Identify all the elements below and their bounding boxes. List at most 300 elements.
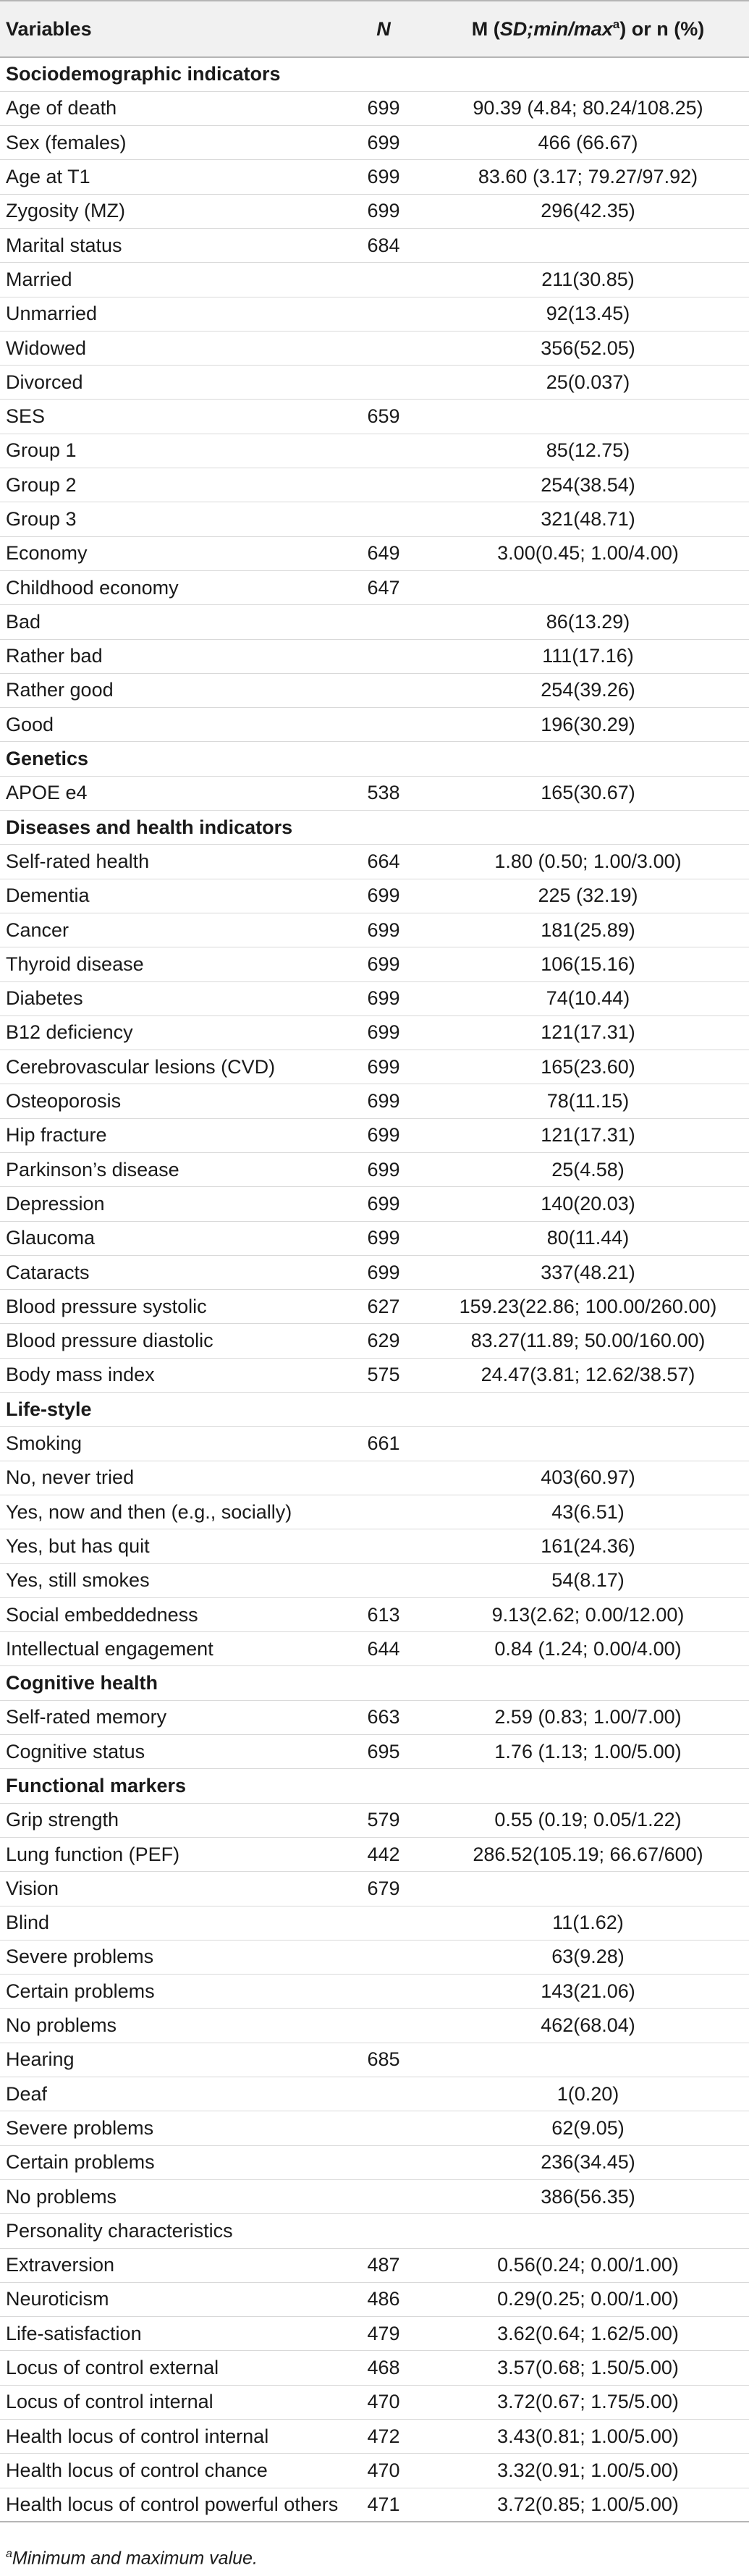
- table-body: [0, 57, 749, 2522]
- variable-cell: Smoking: [0, 1427, 340, 1461]
- table-row: [0, 1940, 749, 1974]
- table-row: [0, 297, 749, 331]
- variable-cell: Thyroid disease: [0, 947, 340, 981]
- value-cell: 80(11.44): [427, 1221, 749, 1255]
- table-row: [0, 502, 749, 536]
- value-cell: 78(11.15): [427, 1084, 749, 1118]
- value-cell: [427, 742, 749, 776]
- n-cell: 661: [340, 1427, 427, 1461]
- value-cell: 140(20.03): [427, 1187, 749, 1221]
- variable-cell: Blind: [0, 1906, 340, 1940]
- value-cell: 3.57(0.68; 1.50/5.00): [427, 2351, 749, 2385]
- table-row: [0, 1118, 749, 1152]
- variable-cell: Age at T1: [0, 160, 340, 194]
- value-cell: 236(34.45): [427, 2145, 749, 2179]
- n-cell: 699: [340, 126, 427, 160]
- n-cell: [340, 1495, 427, 1529]
- table-row: [0, 639, 749, 673]
- variable-cell: Lung function (PEF): [0, 1837, 340, 1871]
- value-cell: 111(17.16): [427, 639, 749, 673]
- value-cell: 386(56.35): [427, 2179, 749, 2213]
- n-cell: [340, 366, 427, 400]
- table-row: [0, 2077, 749, 2111]
- value-cell: 3.43(0.81; 1.00/5.00): [427, 2419, 749, 2453]
- n-cell: 699: [340, 947, 427, 981]
- value-cell: 466 (66.67): [427, 126, 749, 160]
- n-cell: 663: [340, 1700, 427, 1734]
- table-row: [0, 1529, 749, 1563]
- variable-cell: Personality characteristics: [0, 2214, 340, 2248]
- variable-cell: Bad: [0, 605, 340, 639]
- variable-cell: Married: [0, 263, 340, 297]
- n-cell: [340, 57, 427, 91]
- variable-cell: Sex (females): [0, 126, 340, 160]
- variable-cell: Grip strength: [0, 1803, 340, 1837]
- table-row: [0, 913, 749, 947]
- table-row: [0, 1324, 749, 1358]
- value-cell: 54(8.17): [427, 1563, 749, 1597]
- header-m-prefix: M (: [471, 18, 500, 40]
- section-row: [0, 57, 749, 91]
- table-row: [0, 2317, 749, 2351]
- section-row: [0, 1393, 749, 1427]
- value-cell: 24.47(3.81; 12.62/38.57): [427, 1358, 749, 1392]
- table-row: [0, 2043, 749, 2077]
- n-cell: [340, 811, 427, 845]
- value-cell: 90.39 (4.84; 80.24/108.25): [427, 91, 749, 125]
- value-cell: 83.27(11.89; 50.00/160.00): [427, 1324, 749, 1358]
- table-row: [0, 331, 749, 365]
- variable-cell: Widowed: [0, 331, 340, 365]
- table-row: [0, 1906, 749, 1940]
- value-cell: 181(25.89): [427, 913, 749, 947]
- variable-cell: Diabetes: [0, 981, 340, 1015]
- value-cell: [427, 228, 749, 262]
- value-cell: 403(60.97): [427, 1461, 749, 1495]
- table-row: [0, 160, 749, 194]
- n-cell: [340, 2179, 427, 2213]
- variable-cell: Vision: [0, 1872, 340, 1906]
- value-cell: 9.13(2.62; 0.00/12.00): [427, 1597, 749, 1631]
- n-cell: [340, 1461, 427, 1495]
- variable-cell: Rather bad: [0, 639, 340, 673]
- n-cell: 486: [340, 2282, 427, 2316]
- table-row: [0, 536, 749, 570]
- n-cell: [340, 1940, 427, 1974]
- n-cell: 538: [340, 776, 427, 810]
- value-cell: 211(30.85): [427, 263, 749, 297]
- n-cell: 679: [340, 1872, 427, 1906]
- header-row: [0, 1, 749, 57]
- value-cell: [427, 1872, 749, 1906]
- value-cell: 0.55 (0.19; 0.05/1.22): [427, 1803, 749, 1837]
- n-cell: 699: [340, 879, 427, 913]
- n-cell: 699: [340, 1153, 427, 1187]
- n-cell: 699: [340, 1050, 427, 1084]
- n-cell: 699: [340, 1015, 427, 1050]
- value-cell: 3.72(0.85; 1.00/5.00): [427, 2488, 749, 2522]
- table-row: [0, 1563, 749, 1597]
- variable-cell: Group 2: [0, 468, 340, 502]
- variable-cell: Glaucoma: [0, 1221, 340, 1255]
- n-cell: [340, 742, 427, 776]
- section-row: [0, 811, 749, 845]
- variable-cell: Severe problems: [0, 2111, 340, 2145]
- value-cell: 121(17.31): [427, 1118, 749, 1152]
- variable-cell: Yes, still smokes: [0, 1563, 340, 1597]
- table-row: [0, 1632, 749, 1666]
- n-cell: [340, 297, 427, 331]
- value-cell: 196(30.29): [427, 708, 749, 742]
- n-cell: 472: [340, 2419, 427, 2453]
- table-row: [0, 468, 749, 502]
- value-cell: 356(52.05): [427, 331, 749, 365]
- header-variables: Variables: [0, 1, 340, 57]
- n-cell: 684: [340, 228, 427, 262]
- n-cell: 695: [340, 1735, 427, 1769]
- variable-cell: Functional markers: [0, 1769, 340, 1803]
- value-cell: 92(13.45): [427, 297, 749, 331]
- table-row: [0, 2351, 749, 2385]
- value-cell: [427, 2214, 749, 2248]
- value-cell: 165(23.60): [427, 1050, 749, 1084]
- table-row: [0, 91, 749, 125]
- value-cell: 121(17.31): [427, 1015, 749, 1050]
- variable-cell: Osteoporosis: [0, 1084, 340, 1118]
- section-row: [0, 742, 749, 776]
- variable-cell: Extraversion: [0, 2248, 340, 2282]
- n-cell: 699: [340, 981, 427, 1015]
- variable-cell: No, never tried: [0, 1461, 340, 1495]
- value-cell: 3.62(0.64; 1.62/5.00): [427, 2317, 749, 2351]
- value-cell: 25(4.58): [427, 1153, 749, 1187]
- n-cell: 664: [340, 845, 427, 879]
- table-row: [0, 1461, 749, 1495]
- variable-cell: Group 3: [0, 502, 340, 536]
- n-cell: 468: [340, 2351, 427, 2385]
- n-cell: [340, 2214, 427, 2248]
- variable-cell: Good: [0, 708, 340, 742]
- table-row: [0, 2009, 749, 2043]
- variable-cell: Yes, now and then (e.g., socially): [0, 1495, 340, 1529]
- n-cell: [340, 1666, 427, 1700]
- footnote-marker: a: [6, 2548, 12, 2560]
- value-cell: 83.60 (3.17; 79.27/97.92): [427, 160, 749, 194]
- value-cell: 62(9.05): [427, 2111, 749, 2145]
- value-cell: 25(0.037): [427, 366, 749, 400]
- variable-cell: Rather good: [0, 673, 340, 707]
- value-cell: 3.72(0.67; 1.75/5.00): [427, 2385, 749, 2419]
- table-row: [0, 708, 749, 742]
- variable-cell: Cancer: [0, 913, 340, 947]
- table-row: [0, 2488, 749, 2522]
- table-row: [0, 1700, 749, 1734]
- value-cell: 106(15.16): [427, 947, 749, 981]
- n-cell: [340, 434, 427, 468]
- table-row: [0, 2385, 749, 2419]
- value-cell: 462(68.04): [427, 2009, 749, 2043]
- value-cell: [427, 1666, 749, 1700]
- header-n: N: [340, 1, 427, 57]
- table-row: [0, 2282, 749, 2316]
- n-cell: 442: [340, 1837, 427, 1871]
- n-cell: [340, 263, 427, 297]
- value-cell: [427, 2043, 749, 2077]
- n-cell: [340, 1906, 427, 1940]
- variable-cell: Blood pressure diastolic: [0, 1324, 340, 1358]
- n-cell: 699: [340, 1187, 427, 1221]
- n-cell: [340, 1529, 427, 1563]
- table-row: [0, 845, 749, 879]
- table-row: [0, 2111, 749, 2145]
- header-m-sup: a: [612, 17, 620, 31]
- table-row: [0, 1597, 749, 1631]
- n-cell: [340, 1563, 427, 1597]
- variable-cell: Genetics: [0, 742, 340, 776]
- value-cell: 1.80 (0.50; 1.00/3.00): [427, 845, 749, 879]
- value-cell: 159.23(22.86; 100.00/260.00): [427, 1290, 749, 1324]
- value-cell: 0.56(0.24; 0.00/1.00): [427, 2248, 749, 2282]
- table-row: [0, 947, 749, 981]
- header-m-suffix: ) or n (%): [619, 18, 705, 40]
- table-row: [0, 1050, 749, 1084]
- footnote: [6, 2548, 258, 2569]
- footnote-text: Minimum and maximum value.: [12, 2548, 258, 2569]
- value-cell: [427, 57, 749, 91]
- table-row: [0, 2179, 749, 2213]
- variable-cell: Depression: [0, 1187, 340, 1221]
- variable-cell: Severe problems: [0, 1940, 340, 1974]
- n-cell: [340, 708, 427, 742]
- n-cell: 685: [340, 2043, 427, 2077]
- value-cell: 63(9.28): [427, 1940, 749, 1974]
- table-row: [0, 2248, 749, 2282]
- value-cell: 254(38.54): [427, 468, 749, 502]
- n-cell: 629: [340, 1324, 427, 1358]
- value-cell: [427, 400, 749, 434]
- variable-cell: Yes, but has quit: [0, 1529, 340, 1563]
- value-cell: [427, 570, 749, 604]
- value-cell: [427, 1769, 749, 1803]
- variable-cell: Childhood economy: [0, 570, 340, 604]
- n-cell: [340, 639, 427, 673]
- variable-cell: Locus of control internal: [0, 2385, 340, 2419]
- table-row: [0, 228, 749, 262]
- table-row: [0, 1872, 749, 1906]
- n-cell: 579: [340, 1803, 427, 1837]
- table-row: [0, 1495, 749, 1529]
- n-cell: [340, 1975, 427, 2009]
- n-cell: [340, 502, 427, 536]
- n-cell: 470: [340, 2385, 427, 2419]
- value-cell: 296(42.35): [427, 194, 749, 228]
- value-cell: 43(6.51): [427, 1495, 749, 1529]
- n-cell: 479: [340, 2317, 427, 2351]
- value-cell: 11(1.62): [427, 1906, 749, 1940]
- variable-cell: Life-satisfaction: [0, 2317, 340, 2351]
- variable-cell: No problems: [0, 2179, 340, 2213]
- value-cell: 74(10.44): [427, 981, 749, 1015]
- variable-cell: Sociodemographic indicators: [0, 57, 340, 91]
- variable-cell: Marital status: [0, 228, 340, 262]
- variable-cell: Body mass index: [0, 1358, 340, 1392]
- table-row: [0, 2419, 749, 2453]
- n-cell: 659: [340, 400, 427, 434]
- n-cell: [340, 673, 427, 707]
- variable-cell: Divorced: [0, 366, 340, 400]
- variable-cell: Cerebrovascular lesions (CVD): [0, 1050, 340, 1084]
- variable-cell: Health locus of control chance: [0, 2454, 340, 2488]
- n-cell: [340, 1769, 427, 1803]
- table-row: [0, 263, 749, 297]
- table-row: [0, 2145, 749, 2179]
- table-row: [0, 1837, 749, 1871]
- variable-cell: Cognitive health: [0, 1666, 340, 1700]
- variable-cell: Health locus of control powerful others: [0, 2488, 340, 2522]
- table-row: [0, 673, 749, 707]
- n-cell: [340, 2077, 427, 2111]
- table-row: [0, 1975, 749, 2009]
- n-cell: [340, 605, 427, 639]
- value-cell: 225 (32.19): [427, 879, 749, 913]
- n-cell: [340, 2009, 427, 2043]
- table-row: [0, 1153, 749, 1187]
- table-row: [0, 1015, 749, 1050]
- n-cell: 649: [340, 536, 427, 570]
- variable-cell: Group 1: [0, 434, 340, 468]
- variable-cell: Dementia: [0, 879, 340, 913]
- variable-cell: Cataracts: [0, 1255, 340, 1289]
- header-m-sd: SD;min/max: [499, 18, 613, 40]
- variable-cell: Intellectual engagement: [0, 1632, 340, 1666]
- value-cell: 1(0.20): [427, 2077, 749, 2111]
- variable-cell: Age of death: [0, 91, 340, 125]
- n-cell: 699: [340, 194, 427, 228]
- n-cell: 470: [340, 2454, 427, 2488]
- n-cell: 627: [340, 1290, 427, 1324]
- n-cell: [340, 2145, 427, 2179]
- table-row: [0, 570, 749, 604]
- table-row: [0, 1427, 749, 1461]
- table-row: [0, 1221, 749, 1255]
- table-row: [0, 776, 749, 810]
- variable-cell: Social embeddedness: [0, 1597, 340, 1631]
- table-row: [0, 434, 749, 468]
- table-row: [0, 981, 749, 1015]
- value-cell: 161(24.36): [427, 1529, 749, 1563]
- variable-cell: Unmarried: [0, 297, 340, 331]
- n-cell: [340, 2111, 427, 2145]
- value-cell: 0.29(0.25; 0.00/1.00): [427, 2282, 749, 2316]
- table-row: [0, 366, 749, 400]
- variable-cell: Self-rated memory: [0, 1700, 340, 1734]
- table-row: [0, 400, 749, 434]
- table-row: [0, 2454, 749, 2488]
- variable-cell: Certain problems: [0, 1975, 340, 2009]
- table-row: [0, 126, 749, 160]
- value-cell: [427, 811, 749, 845]
- value-cell: 86(13.29): [427, 605, 749, 639]
- variable-cell: Neuroticism: [0, 2282, 340, 2316]
- n-cell: 699: [340, 1221, 427, 1255]
- n-cell: 575: [340, 1358, 427, 1392]
- n-cell: 699: [340, 91, 427, 125]
- variable-cell: Zygosity (MZ): [0, 194, 340, 228]
- n-cell: [340, 468, 427, 502]
- table-row: [0, 1255, 749, 1289]
- table-row: [0, 1187, 749, 1221]
- n-cell: 487: [340, 2248, 427, 2282]
- variable-cell: Diseases and health indicators: [0, 811, 340, 845]
- n-cell: 699: [340, 1255, 427, 1289]
- value-cell: 165(30.67): [427, 776, 749, 810]
- value-cell: [427, 1427, 749, 1461]
- n-cell: 647: [340, 570, 427, 604]
- variable-cell: Deaf: [0, 2077, 340, 2111]
- table-row: [0, 1084, 749, 1118]
- table-row: [0, 605, 749, 639]
- value-cell: 143(21.06): [427, 1975, 749, 2009]
- value-cell: 286.52(105.19; 66.67/600): [427, 1837, 749, 1871]
- variable-cell: Health locus of control internal: [0, 2419, 340, 2453]
- header-m: [427, 1, 749, 57]
- n-cell: 644: [340, 1632, 427, 1666]
- variable-cell: Parkinson’s disease: [0, 1153, 340, 1187]
- variable-cell: B12 deficiency: [0, 1015, 340, 1050]
- variable-cell: SES: [0, 400, 340, 434]
- variable-cell: Self-rated health: [0, 845, 340, 879]
- value-cell: 2.59 (0.83; 1.00/7.00): [427, 1700, 749, 1734]
- value-cell: 337(48.21): [427, 1255, 749, 1289]
- variable-cell: Cognitive status: [0, 1735, 340, 1769]
- variable-cell: Blood pressure systolic: [0, 1290, 340, 1324]
- value-cell: 85(12.75): [427, 434, 749, 468]
- variable-cell: APOE e4: [0, 776, 340, 810]
- n-cell: 699: [340, 160, 427, 194]
- table-row: [0, 1290, 749, 1324]
- n-cell: [340, 331, 427, 365]
- variable-cell: Hearing: [0, 2043, 340, 2077]
- table-header: [0, 1, 749, 57]
- n-cell: 471: [340, 2488, 427, 2522]
- value-cell: 254(39.26): [427, 673, 749, 707]
- section-row: [0, 1769, 749, 1803]
- value-cell: 1.76 (1.13; 1.00/5.00): [427, 1735, 749, 1769]
- table-row: [0, 2214, 749, 2248]
- n-cell: [340, 1393, 427, 1427]
- section-row: [0, 1666, 749, 1700]
- n-cell: 699: [340, 1118, 427, 1152]
- table-row: [0, 194, 749, 228]
- table-row: [0, 1803, 749, 1837]
- value-cell: 321(48.71): [427, 502, 749, 536]
- variable-cell: Life-style: [0, 1393, 340, 1427]
- n-cell: 613: [340, 1597, 427, 1631]
- variable-cell: No problems: [0, 2009, 340, 2043]
- value-cell: 3.00(0.45; 1.00/4.00): [427, 536, 749, 570]
- variable-cell: Certain problems: [0, 2145, 340, 2179]
- value-cell: 0.84 (1.24; 0.00/4.00): [427, 1632, 749, 1666]
- table-row: [0, 1358, 749, 1392]
- n-cell: 699: [340, 1084, 427, 1118]
- variable-cell: Hip fracture: [0, 1118, 340, 1152]
- table-row: [0, 879, 749, 913]
- variable-cell: Economy: [0, 536, 340, 570]
- variable-cell: Locus of control external: [0, 2351, 340, 2385]
- value-cell: 3.32(0.91; 1.00/5.00): [427, 2454, 749, 2488]
- table-row: [0, 1735, 749, 1769]
- n-cell: 699: [340, 913, 427, 947]
